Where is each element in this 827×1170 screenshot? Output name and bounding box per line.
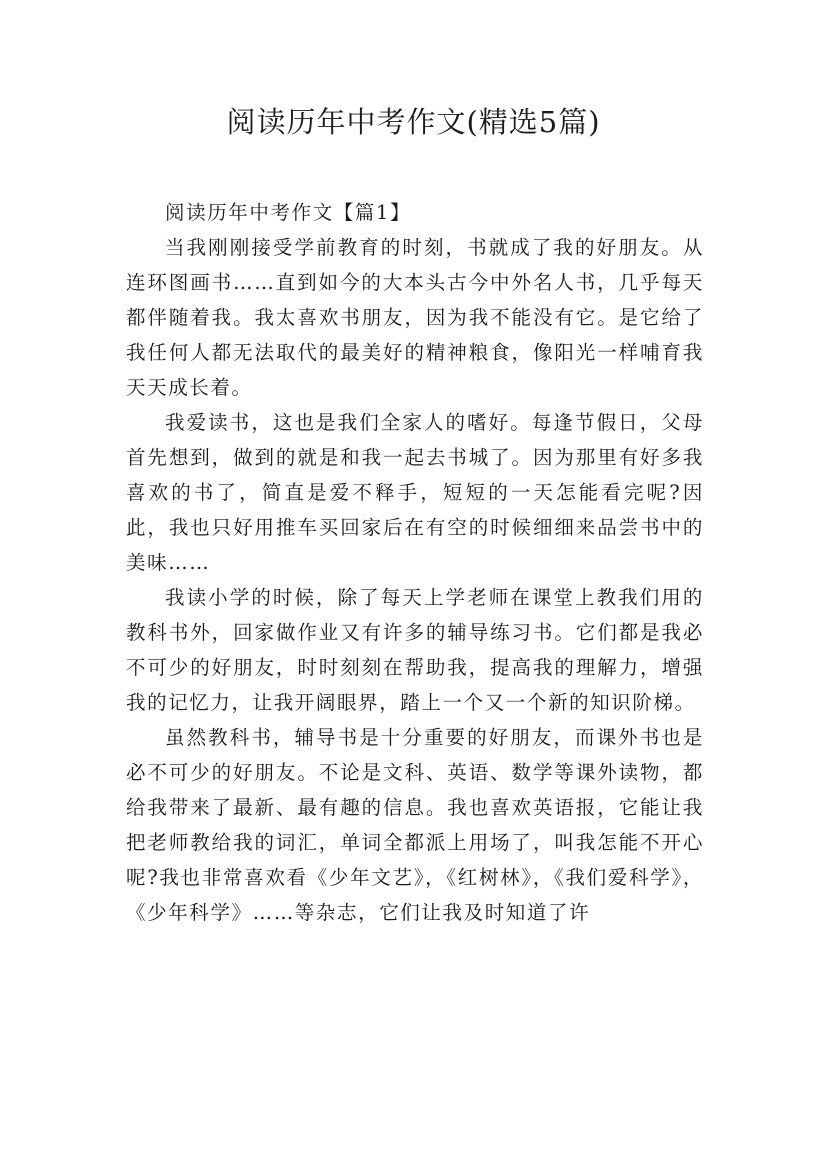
document-body — [126, 195, 704, 930]
section-heading: 阅读历年中考作文【篇1】 — [165, 201, 412, 224]
paragraph-4: 虽然教科书，辅导书是十分重要的好朋友，而课外书也是必不可少的好朋友。不论是文科、英语、数学等课外读物，都给我带来了最新、最有趣的信息。我也喜欢英语报，它能让我把老师教给我的词汇，单词全都派上用场了，叫我怎能不开心呢?我也非常喜欢看《少年文艺》，《红树林》，《我们爱科学》，《少年科学》……等杂志，它们让我及时知道了许 — [126, 726, 704, 924]
paragraph-1: 当我刚刚接受学前教育的时刻，书就成了我的好朋友。从连环图画书……直到如今的大本头古今中外名人书，几乎每天都伴随着我。我太喜欢书朋友，因为我不能没有它。是它给了我任何人都无法取代的最美好的精神粮食，像阳光一样哺育我天天成长着。 — [126, 236, 704, 399]
document-title: 阅读历年中考作文(精选5篇) — [226, 105, 601, 139]
paragraph-2: 我爱读书，这也是我们全家人的嗜好。每逢节假日，父母首先想到，做到的就是和我一起去书城了。因为那里有好多我喜欢的书了，简直是爱不释手，短短的一天怎能看完呢?因此，我也只好用推车买回家后在有空的时候细细来品尝书中的美味…… — [126, 411, 704, 574]
paragraph-3: 我读小学的时候，除了每天上学老师在课堂上教我们用的教科书外，回家做作业又有许多的辅导练习书。它们都是我必不可少的好朋友，时时刻刻在帮助我，提高我的理解力，增强我的记忆力，让我开阔眼界，踏上一个又一个新的知识阶梯。 — [126, 586, 704, 714]
